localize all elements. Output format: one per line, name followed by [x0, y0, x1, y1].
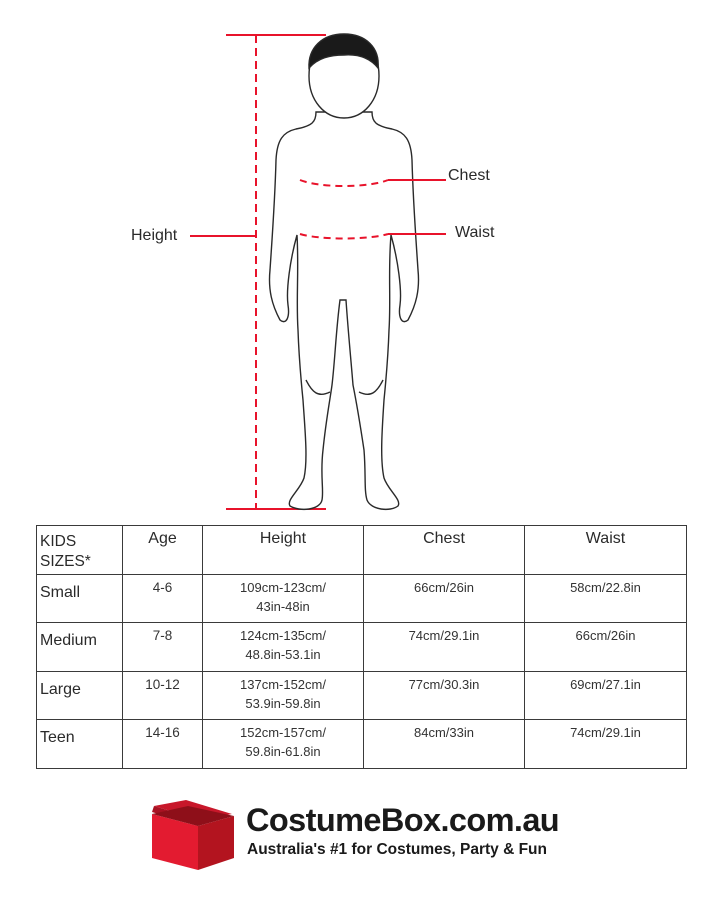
height-in: 43in-48in [256, 598, 310, 614]
row-chest: 66cm/26in [364, 574, 525, 623]
height-in: 59.8in-61.8in [245, 744, 321, 760]
height-cm: 152cm-157cm/ [240, 725, 326, 741]
row-age: 7-8 [123, 623, 203, 672]
row-waist: 69cm/27.1in [525, 671, 687, 720]
height-cm: 137cm-152cm/ [240, 676, 326, 692]
row-waist: 74cm/29.1in [525, 720, 687, 769]
chest-label: Chest [448, 167, 490, 184]
row-chest: 84cm/33in [364, 720, 525, 769]
row-height [203, 671, 364, 720]
row-waist: 66cm/26in [525, 623, 687, 672]
costumebox-logo [148, 800, 588, 870]
header-kids-sizes [37, 526, 123, 575]
table-row [37, 574, 687, 623]
costume-box-icon [148, 800, 236, 870]
height-label: Height [131, 227, 178, 244]
header-chest: Chest [364, 526, 525, 575]
header-sizes-line: SIZES* [40, 553, 91, 570]
row-size-large: Large [37, 671, 123, 720]
table-row [37, 623, 687, 672]
row-height [203, 720, 364, 769]
height-in: 53.9in-59.8in [245, 695, 321, 711]
child-silhouette [269, 34, 418, 509]
row-age: 4-6 [123, 574, 203, 623]
row-chest: 74cm/29.1in [364, 623, 525, 672]
row-age: 10-12 [123, 671, 203, 720]
header-waist: Waist [525, 526, 687, 575]
header-height: Height [203, 526, 364, 575]
height-in: 48.8in-53.1in [245, 647, 321, 663]
row-chest: 77cm/30.3in [364, 671, 525, 720]
height-cm: 124cm-135cm/ [240, 628, 326, 644]
row-size-medium: Medium [37, 623, 123, 672]
brand-name: CostumeBox.com.au [246, 802, 560, 838]
row-waist: 58cm/22.8in [525, 574, 687, 623]
brand-tagline: Australia's #1 for Costumes, Party & Fun [247, 841, 547, 858]
height-cm: 109cm-123cm/ [240, 579, 326, 595]
table-header-row [37, 526, 687, 575]
row-age: 14-16 [123, 720, 203, 769]
header-kids-line: KIDS [40, 533, 77, 550]
row-size-small: Small [37, 574, 123, 623]
kids-size-table [36, 525, 687, 769]
table-row [37, 720, 687, 769]
waist-label: Waist [455, 224, 495, 241]
table-row [37, 671, 687, 720]
row-height [203, 623, 364, 672]
row-size-teen: Teen [37, 720, 123, 769]
header-age: Age [123, 526, 203, 575]
row-height [203, 574, 364, 623]
